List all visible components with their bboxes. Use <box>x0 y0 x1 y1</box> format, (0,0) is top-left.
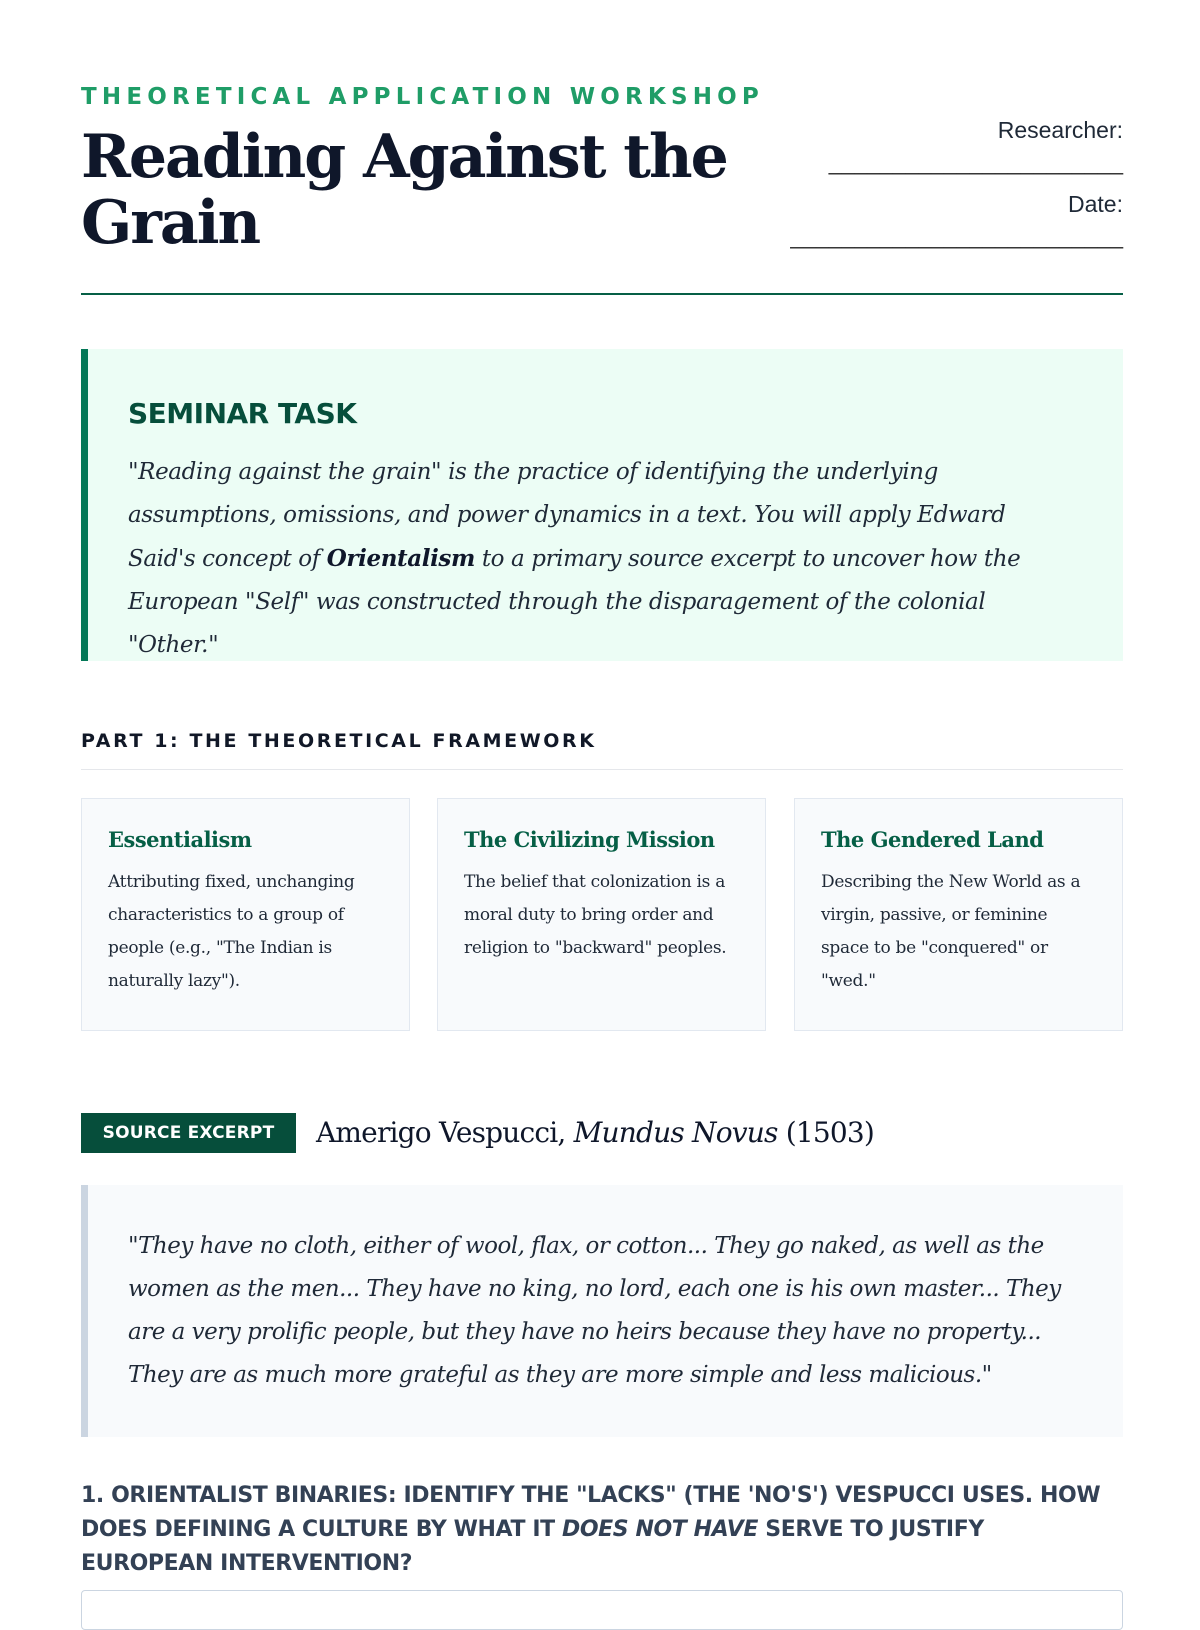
researcher-field[interactable]: _______________________ <box>828 149 1123 175</box>
framework-cards <box>81 798 1123 1031</box>
header-divider <box>81 293 1123 295</box>
question-1-answer-field[interactable] <box>81 1590 1123 1630</box>
source-citation <box>316 1113 874 1153</box>
card-gendered-land <box>794 798 1123 1031</box>
workshop-eyebrow: THEORETICAL APPLICATION WORKSHOP <box>81 84 764 110</box>
card-title: Essentialism <box>108 827 252 852</box>
task-text-start: "Reading against the grain" is the practice of identifying the underlying assumptions, omissions, and power dynamics in a text. You will apply Edward Said's concept of <box>128 459 1006 572</box>
question-1-start: 1. ORIENTALIST BINARIES: IDENTIFY THE "LACKS" (THE 'NO'S') VESPUCCI USES. HOW DOES DEFINING A CULTURE BY WHAT IT <box>81 1483 1101 1542</box>
date-field[interactable]: __________________________ <box>790 223 1123 249</box>
source-work: Mundus Novus <box>573 1116 778 1149</box>
part1-heading: PART 1: THE THEORETICAL FRAMEWORK <box>81 730 597 752</box>
seminar-task-text <box>128 451 1068 667</box>
source-quote: "They have no cloth, either of wool, flax, or cotton... They go naked, as well as the women as the men... They have no king, no lord, each one is his own master... They are a very prolific people, but they have no heirs because they have no property... They are as much more grateful as they are more simple and less malicious." <box>128 1233 1061 1388</box>
source-excerpt-badge: SOURCE EXCERPT <box>81 1113 296 1153</box>
task-text-end: to a primary source excerpt to uncover how the European "Self" was constructed through the disparagement of the colonial "Other." <box>128 546 1021 658</box>
part1-divider <box>81 769 1123 770</box>
card-title: The Civilizing Mission <box>464 827 715 852</box>
card-essentialism <box>81 798 410 1031</box>
source-year: (1503) <box>785 1116 875 1149</box>
source-author: Amerigo Vespucci, <box>316 1116 566 1149</box>
task-text-emphasis: Orientalism <box>326 545 475 572</box>
date-label: Date: <box>1068 191 1123 217</box>
seminar-task-heading: SEMINAR TASK <box>128 397 357 430</box>
card-text: The belief that colonization is a moral duty to bring order and religion to "backward" peoples. <box>464 872 727 958</box>
page-title: Reading Against the Grain <box>81 122 727 258</box>
card-title: The Gendered Land <box>821 827 1044 852</box>
card-civilizing-mission <box>437 798 766 1031</box>
question-1 <box>81 1479 1123 1581</box>
question-1-emphasis: DOES NOT HAVE <box>561 1517 759 1542</box>
source-header <box>81 1113 1123 1153</box>
question-1-end: SERVE TO JUSTIFY EUROPEAN INTERVENTION? <box>81 1517 984 1576</box>
seminar-task-box <box>81 349 1123 661</box>
researcher-meta <box>790 114 1123 262</box>
card-text: Describing the New World as a virgin, passive, or feminine space to be "conquered" or "wed." <box>821 872 1081 991</box>
researcher-label: Researcher: <box>997 117 1123 143</box>
source-quote-box <box>81 1185 1123 1437</box>
card-text: Attributing fixed, unchanging characteristics to a group of people (e.g., "The Indian is naturally lazy"). <box>108 872 355 991</box>
